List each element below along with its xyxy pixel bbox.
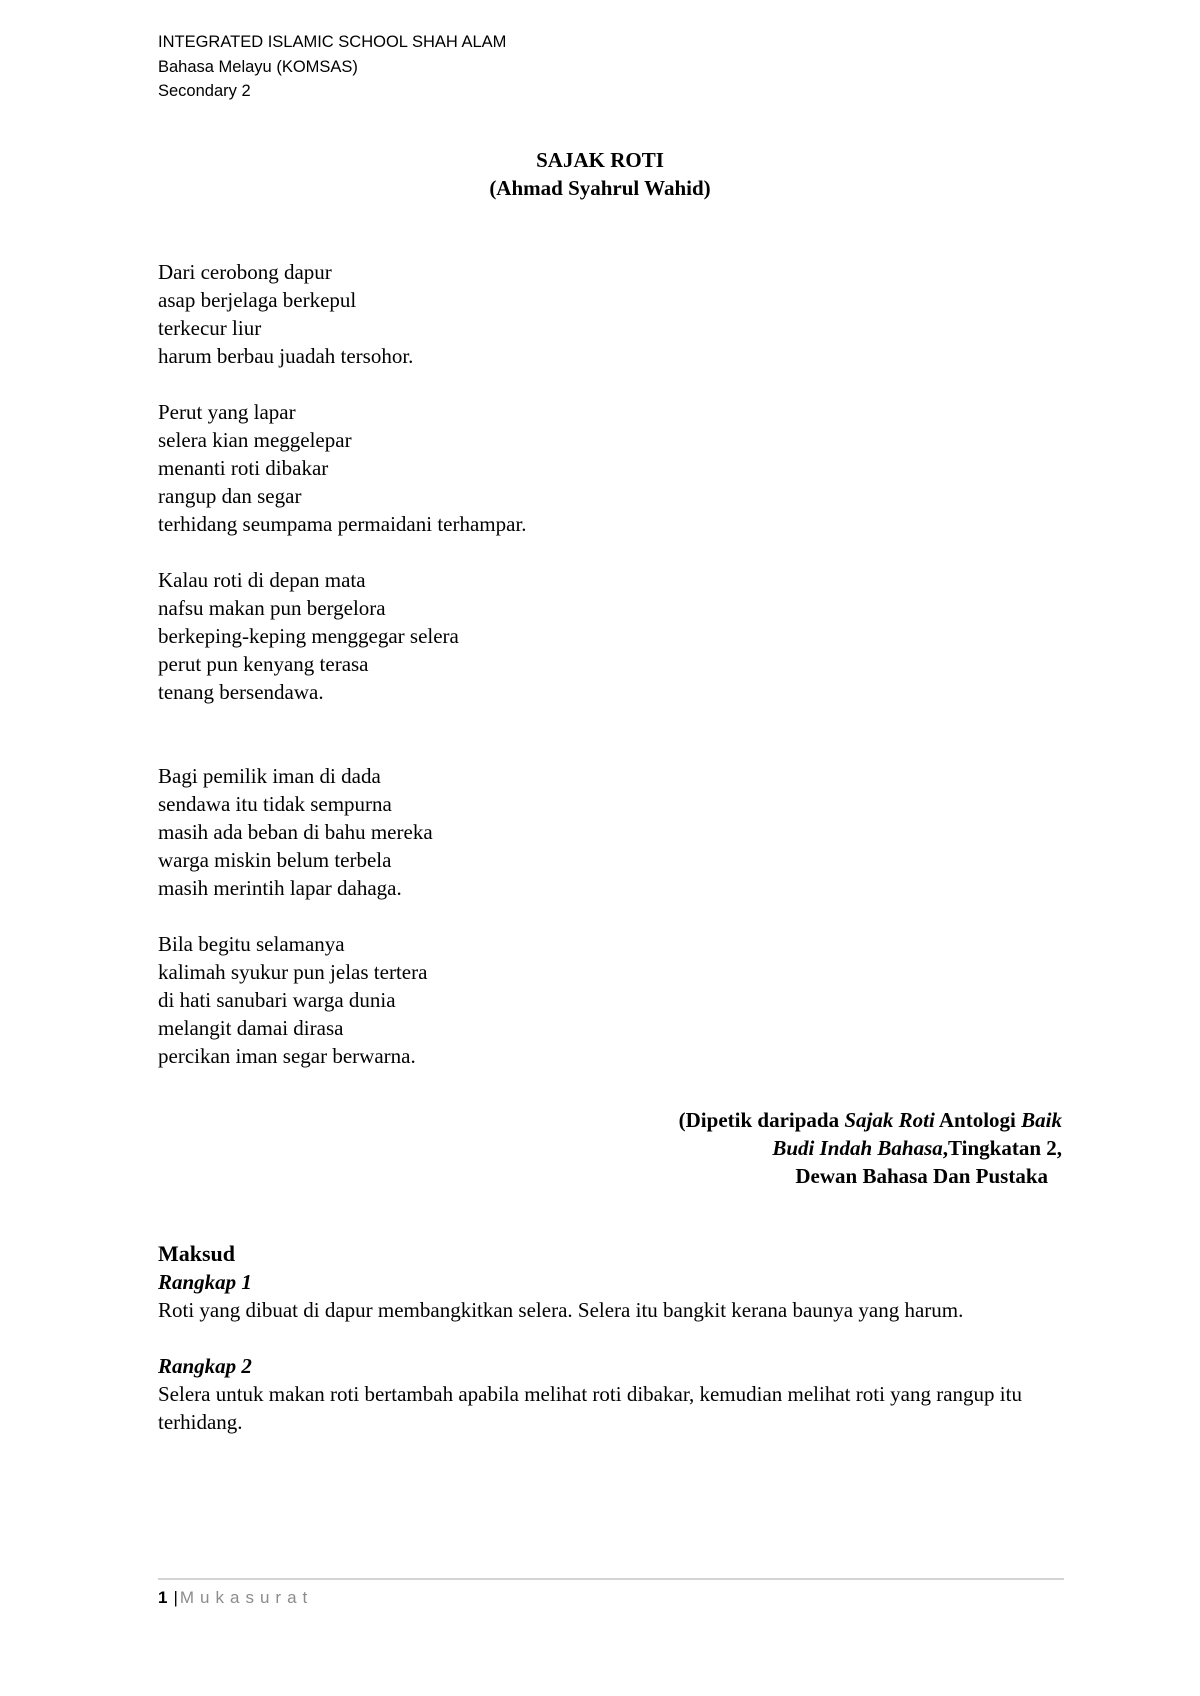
citation-line-1 — [679, 1106, 1062, 1134]
source-citation — [679, 1106, 1062, 1190]
rangkap-title: Rangkap 1 — [158, 1270, 252, 1294]
poem-author: (Ahmad Syahrul Wahid) — [489, 176, 711, 200]
poem-line: masih ada beban di bahu mereka — [158, 820, 433, 844]
poem-line: di hati sanubari warga dunia — [158, 988, 396, 1012]
poem-line: Bila begitu selamanya — [158, 932, 345, 956]
subject-name: Bahasa Melayu (KOMSAS) — [158, 57, 358, 76]
school-name: INTEGRATED ISLAMIC SCHOOL SHAH ALAM — [158, 33, 507, 51]
rangkap-item — [158, 1352, 1058, 1436]
maksud-section — [158, 1240, 1058, 1464]
poem-line: Kalau roti di depan mata — [158, 568, 366, 592]
poem-line: selera kian meggelepar — [158, 428, 352, 452]
poem-line: berkeping-keping menggegar selera — [158, 624, 459, 648]
rangkap-item — [158, 1268, 1058, 1324]
footer-divider — [158, 1578, 1064, 1580]
poem-line: Bagi pemilik iman di dada — [158, 764, 381, 788]
poem-line: Perut yang lapar — [158, 400, 296, 424]
citation-prefix: (Dipetik daripada — [678, 1108, 845, 1132]
citation-publisher: Dewan Bahasa Dan Pustaka — [795, 1164, 1048, 1188]
poem-line: perut pun kenyang terasa — [158, 652, 369, 676]
poem-line: percikan iman segar berwarna. — [158, 1044, 416, 1068]
poem-line: warga miskin belum terbela — [158, 848, 392, 872]
citation-tingkatan: ,Tingkatan 2, — [942, 1136, 1062, 1160]
stanza-4 — [158, 762, 527, 902]
poem-line: terhidang seumpama permaidani terhampar. — [158, 512, 527, 536]
class-level: Secondary 2 — [158, 82, 251, 100]
page-label: Mukasurat — [179, 1588, 314, 1607]
poem-line: tenang bersendawa. — [158, 680, 324, 704]
page-footer — [158, 1586, 313, 1610]
citation-antologi: Antologi — [934, 1108, 1022, 1132]
rangkap-text: Roti yang dibuat di dapur membangkitkan selera. Selera itu bangkit kerana baunya yang harum. — [158, 1298, 964, 1322]
footer-separator: | — [173, 1588, 178, 1607]
stanza-2 — [158, 398, 527, 538]
poem-line: asap berjelaga berkepul — [158, 288, 357, 312]
poem-line: harum berbau juadah tersohor. — [158, 344, 414, 368]
poem-line: menanti roti dibakar — [158, 456, 329, 480]
citation-line-2 — [679, 1134, 1062, 1162]
stanza-3 — [158, 566, 527, 706]
maksud-heading: Maksud — [158, 1241, 236, 1266]
poem-line: sendawa itu tidak sempurna — [158, 792, 392, 816]
citation-work-title: Sajak Roti — [844, 1108, 935, 1132]
citation-book-title-part1: Baik — [1021, 1108, 1062, 1132]
poem-line: Dari cerobong dapur — [158, 260, 332, 284]
rangkap-text: Selera untuk makan roti bertambah apabila melihat roti dibakar, kemudian melihat roti yang rangup itu terhidang. — [158, 1382, 1022, 1434]
page-number: 1 — [158, 1588, 168, 1607]
stanza-1 — [158, 258, 527, 370]
poem-title: SAJAK ROTI — [536, 148, 664, 172]
poem-line: terkecur liur — [158, 316, 262, 340]
poem-line: masih merintih lapar dahaga. — [158, 876, 402, 900]
poem-line: nafsu makan pun bergelora — [158, 596, 386, 620]
stanza-5 — [158, 930, 527, 1070]
poem-line: kalimah syukur pun jelas tertera — [158, 960, 428, 984]
citation-book-title-part2: Budi Indah Bahasa — [772, 1136, 943, 1160]
rangkap-title: Rangkap 2 — [158, 1354, 252, 1378]
poem-body — [158, 258, 527, 1070]
poem-line: melangit damai dirasa — [158, 1016, 344, 1040]
poem-line: rangup dan segar — [158, 484, 302, 508]
document-header — [158, 30, 506, 104]
poem-title-block — [0, 146, 1200, 202]
